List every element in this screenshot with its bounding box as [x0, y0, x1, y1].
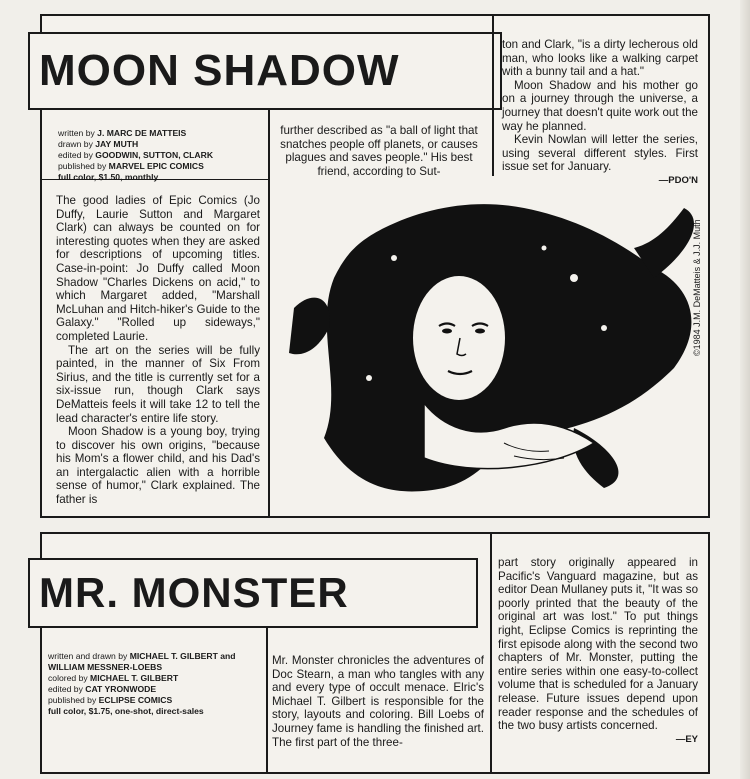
credit-line: drawn by JAY MUTH	[58, 139, 139, 149]
mr-monster-article	[40, 532, 710, 774]
credit-line: full color, $1.75, one-shot, direct-sales	[48, 706, 204, 716]
credit-line: published by MARVEL EPIC COMICS	[58, 161, 204, 171]
article-column-3	[502, 38, 698, 188]
paragraph: Moon Shadow and his mother go on a journey through the universe, a journey that doesn't quite work out the way he planned.	[502, 78, 698, 133]
credit-line: edited by GOODWIN, SUTTON, CLARK	[58, 150, 214, 160]
column-rule	[268, 110, 270, 516]
credits-block	[58, 128, 264, 183]
credit-line: edited by CAT YRONWODE	[48, 684, 157, 694]
article-column-3	[498, 556, 698, 746]
paragraph: Moon Shadow is a young boy, trying to discover his own origins, "because his Mom's a flower child, and his Dad's an intergalactic alien with a horrible sense of humor," Clark explained. The father is	[56, 425, 260, 507]
credit-line: colored by MICHAEL T. GILBERT	[48, 673, 179, 683]
paragraph: ton and Clark, "is a dirty lecherous old man, who looks like a walking carpet with a bunny tail and a hat."	[502, 38, 698, 79]
paragraph: Kevin Nowlan will letter the series, using several different styles. First issue set for January.	[502, 133, 698, 174]
credit-line: written by J. MARC DE MATTEIS	[58, 128, 187, 138]
paragraph: The good ladies of Epic Comics (Jo Duffy, Laurie Sutton and Margaret Clark) can always be counted on for interesting quotes when they are asked for descriptions of upcoming titles. Case-in-point: Jo Duffy called Moon Shadow "Charles Dickens on acid," to which Margaret added, "Marshall McLuhan and Hitch-hiker's Guide to the Galaxy." "Rolled up sideways," completed Laurie.	[56, 194, 260, 343]
article-title: MOON SHADOW	[28, 32, 502, 110]
credit-line: published by ECLIPSE COMICS	[48, 695, 173, 705]
author-signature: —EY	[675, 733, 698, 745]
credit-line: full color, $1.50, monthly	[58, 172, 159, 182]
moon-shadow-illustration	[274, 188, 704, 506]
paragraph: further described as "a ball of light that snatches people off planets, or causes plagues and saves people." His best friend, according to Sut-	[280, 124, 478, 178]
column-rule	[492, 16, 494, 176]
credit-line: written and drawn by MICHAEL T. GILBERT and WILLIAM MESSNER-LOEBS	[48, 651, 236, 672]
paragraph: Mr. Monster chronicles the adventures of Doc Stearn, a man who tangles with any and every type of occult menace. Elric's Michael T. Gilbert is responsible for the story, layouts and coloring. Bill Loebs of Journey fame is handling the finished art. The first part of the three-	[272, 654, 484, 749]
divider	[42, 179, 268, 180]
column-rule	[490, 534, 492, 772]
article-column-2	[274, 124, 484, 178]
paragraph: The art on the series will be fully painted, in the manner of Six From Sirius, and the title is currently set for a six-issue run, though Clark says DeMatteis feels it will take 12 to tell the lead character's entire life story.	[56, 343, 260, 425]
article-title: MR. MONSTER	[28, 558, 478, 628]
article-column-1	[56, 194, 260, 507]
column-rule	[266, 628, 268, 772]
paragraph: part story originally appeared in Pacific's Vanguard magazine, but as editor Dean Mullaney puts it, "It was so poorly printed that the beauty of the original art was lost." To put things right, Eclipse Comics is reprinting the first episode along with the second two chapters of Mr. Monster, putting the entire series within one easy-to-collect volume that is scheduled for a January release. Future issues depend upon reader response and the schedules of the two busy artists concerned.	[498, 556, 699, 733]
page-edge	[740, 0, 750, 779]
moon-shadow-article	[40, 14, 710, 518]
credits-block	[48, 651, 258, 717]
copyright-notice: ©1984 J.M. DeMatteis & J.J. Muth	[692, 219, 702, 356]
article-column-2	[272, 654, 484, 749]
author-signature: —PDO'N	[658, 174, 698, 186]
